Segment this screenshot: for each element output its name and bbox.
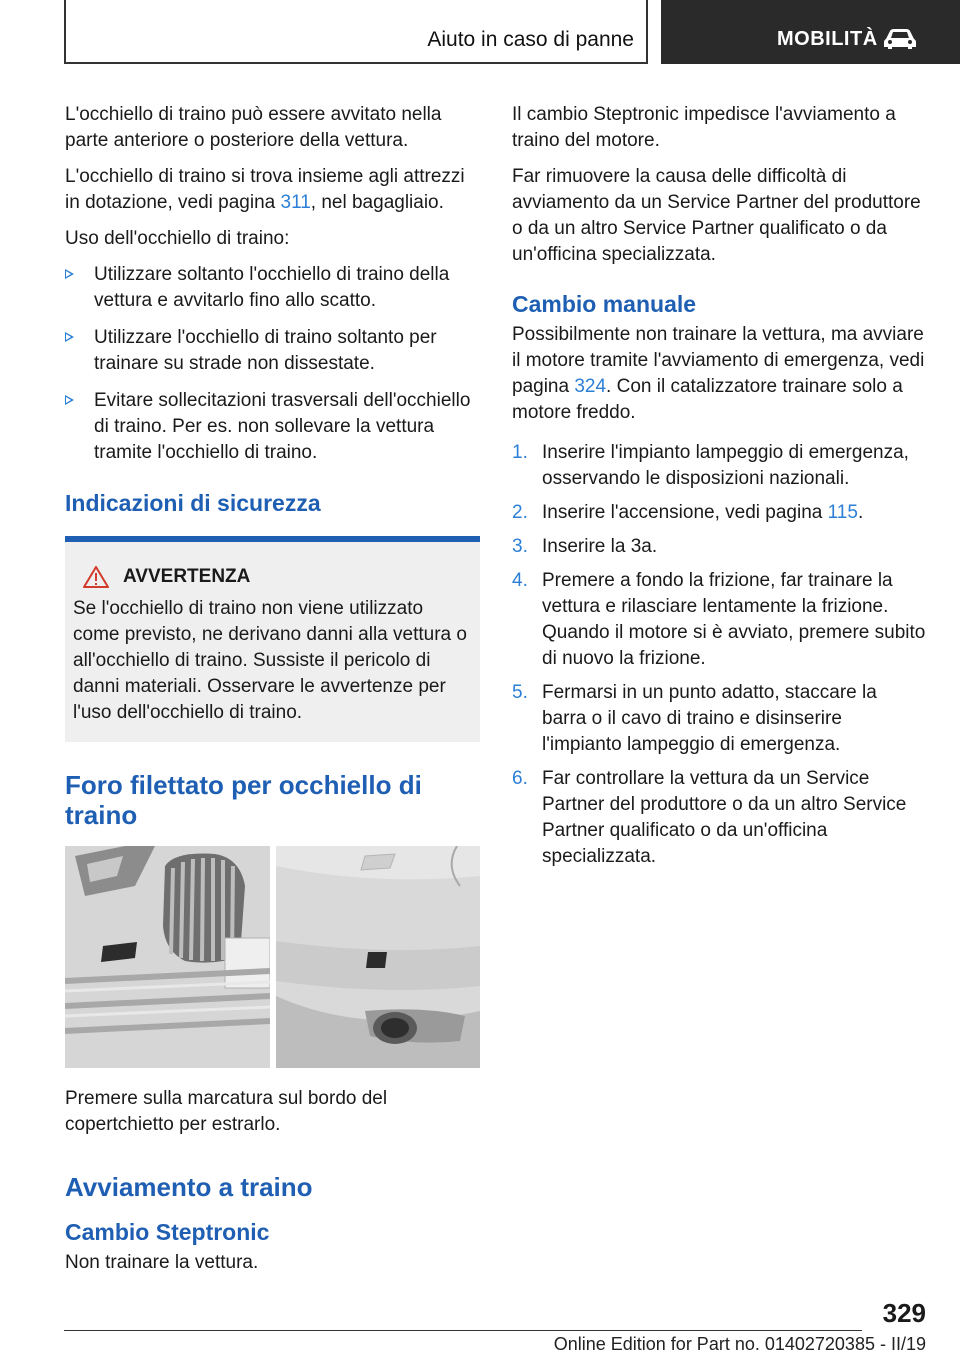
- list-item: [65, 388, 480, 466]
- triangle-bullet-icon: [65, 395, 74, 405]
- page-link-311[interactable]: 311: [280, 192, 311, 213]
- step-number: 5.: [512, 682, 528, 703]
- section-heading: Foro filettato per occhiello di traino: [65, 770, 422, 830]
- footer-divider: [64, 1330, 862, 1331]
- list-item-text: Inserire l'impianto lampeggio di emergenza, osservando le disposizioni nazionali.: [542, 442, 909, 489]
- paragraph: [65, 164, 480, 216]
- header-section-box: [64, 0, 648, 64]
- text: Possibilmente non trainare la vettura, ma avviare il motore tramite l'avviamento di emergenza, vedi pagina: [512, 324, 925, 397]
- triangle-bullet-icon: [65, 269, 74, 279]
- step-number: 3.: [512, 536, 528, 557]
- step-number: 6.: [512, 768, 528, 789]
- section-heading: Avviamento a traino: [65, 1172, 313, 1202]
- list-item-text: Inserire la 3a.: [542, 536, 658, 557]
- list-item-text: Inserire l'accensione, vedi pagina: [542, 502, 828, 523]
- header-section-title: Aiuto in caso di panne: [427, 28, 634, 51]
- paragraph: Far rimuovere la causa delle difficoltà di avviamento da un Service Partner del produttore o da un altro Service Partner qualificato o da un'officina specializzata.: [512, 166, 921, 265]
- list-item-text: Utilizzare soltanto l'occhiello di traino della vettura e avvitarlo fino allo scatto.: [94, 264, 450, 311]
- header-chapter-label: MOBILITÀ: [777, 28, 878, 50]
- text: , nel bagagliaio.: [310, 192, 444, 213]
- text: . Con il catalizzatore trainare solo a motore freddo.: [512, 376, 903, 423]
- warning-title-text: AVVERTENZA: [123, 566, 251, 587]
- paragraph: Uso dell'occhiello di traino:: [65, 228, 290, 249]
- page-link-324[interactable]: 324: [574, 376, 607, 397]
- list-item-text: Fermarsi in un punto adatto, staccare la barra o il cavo di traino e disinserire l'impianto lampeggio di emergenza.: [542, 682, 877, 755]
- car-icon: [883, 28, 917, 50]
- list-item: [512, 568, 926, 672]
- warning-title: [83, 564, 472, 590]
- section-heading: Indicazioni di sicurezza: [65, 490, 321, 516]
- step-number: 1.: [512, 442, 528, 463]
- list-item-text: Evitare sollecitazioni trasversali dell'occhiello di traino. Per es. non sollevare la vettura tramite l'occhiello di traino.: [94, 390, 471, 463]
- header-chapter-tab: [661, 0, 960, 64]
- warning-triangle-icon: [83, 566, 109, 588]
- step-number: 2.: [512, 502, 528, 523]
- paragraph: Il cambio Steptronic impedisce l'avviamento a traino del motore.: [512, 104, 896, 151]
- list-item-text: Far controllare la vettura da un Service Partner del produttore o da un altro Service Partner qualificato o da un'officina specializzata.: [542, 768, 907, 867]
- paragraph: L'occhiello di traino può essere avvitato nella parte anteriore o posteriore della vettura.: [65, 104, 442, 151]
- subsection-heading: Cambio manuale: [512, 291, 697, 317]
- list-item-text: Utilizzare l'occhiello di traino soltanto per trainare su strade non dissestate.: [94, 327, 437, 374]
- list-item: [65, 325, 480, 377]
- paragraph: [512, 322, 926, 426]
- list-item: [512, 440, 926, 492]
- warning-text: Se l'occhiello di traino non viene utilizzato come previsto, ne derivano danni alla vettura o all'occhiello di traino. Sussiste il pericolo di danni materiali. Osservare le avvertenze per l'uso dell'occhiello di traino.: [73, 598, 467, 723]
- right-column: [512, 102, 926, 878]
- warning-box: [65, 536, 480, 742]
- page-number: 329: [882, 1298, 926, 1328]
- triangle-bullet-icon: [65, 332, 74, 342]
- list-item: [512, 766, 926, 870]
- list-item: [512, 534, 926, 560]
- list-item-text: Premere a fondo la frizione, far trainare la vettura e rilasciare lentamente la frizione. Quando il motore si è avviato, premere subito di nuovo la frizione.: [542, 570, 926, 669]
- photo-caption: Premere sulla marcatura sul bordo del copertchietto per estrarlo.: [65, 1088, 388, 1135]
- text: L'occhiello di traino si trova insieme agli attrezzi in dotazione, vedi pagina: [65, 166, 465, 213]
- step-number: 4.: [512, 570, 528, 591]
- list-item: [512, 500, 926, 526]
- tow-eye-cover-illustration: [65, 846, 480, 1068]
- left-column: [65, 102, 480, 1286]
- text: .: [857, 502, 864, 523]
- page-link-115[interactable]: 115: [827, 502, 858, 523]
- paragraph: Non trainare la vettura.: [65, 1252, 259, 1273]
- car-bumper-illustration: [65, 846, 480, 1068]
- subsection-heading: Cambio Steptronic: [65, 1219, 270, 1245]
- edition-label: Online Edition for Part no. 01402720385 - II/19: [553, 1334, 926, 1354]
- list-item: [512, 680, 926, 758]
- list-item: [65, 262, 480, 314]
